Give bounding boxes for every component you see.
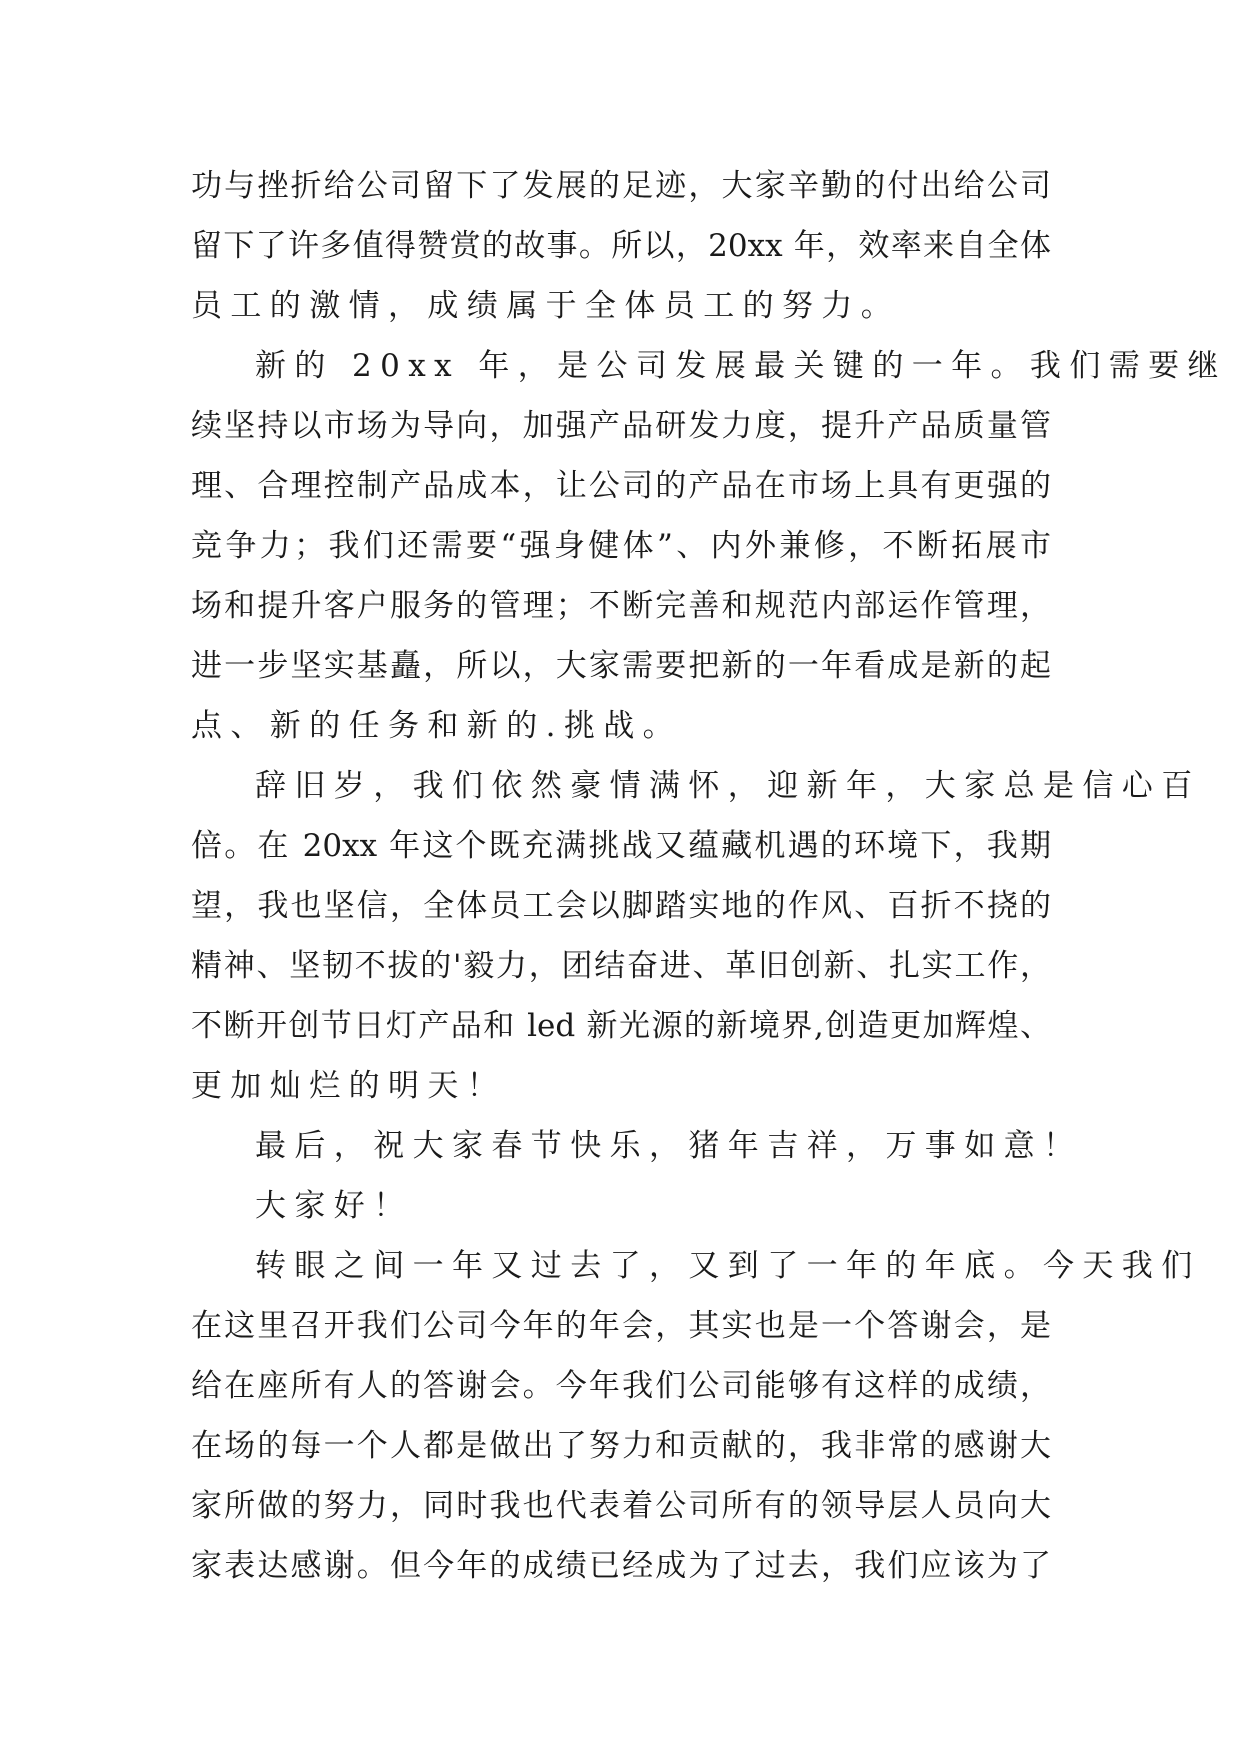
text-line: 不断开创节日灯产品和 led 新光源的新境界,创造更加辉煌、 (191, 1008, 1051, 1044)
document-body (191, 156, 1227, 1596)
text-line: 竞争力；我们还需要“强身健体”、内外兼修，不断拓展市 (191, 528, 1051, 564)
text-line: 更加灿烂的明天！ (191, 1068, 507, 1104)
paragraph-start-line: 辞旧岁，我们依然豪情满怀，迎新年，大家总是信心百 (255, 768, 1201, 804)
paragraph-start-line: 大家好！ (255, 1188, 413, 1224)
text-line: 员工的激情，成绩属于全体员工的努力。 (191, 288, 901, 324)
text-line: 精神、坚韧不拔的'毅力，团结奋进、革旧创新、扎实工作， (191, 948, 1051, 984)
text-line: 家表达感谢。但今年的成绩已经成为了过去，我们应该为了 (191, 1548, 1051, 1584)
text-line: 望，我也坚信，全体员工会以脚踏实地的作风、百折不挠的 (191, 888, 1051, 924)
text-line: 续坚持以市场为导向，加强产品研发力度，提升产品质量管 (191, 408, 1051, 444)
text-line: 给在座所有人的答谢会。今年我们公司能够有这样的成绩， (191, 1368, 1051, 1404)
text-line: 倍。在 20xx 年这个既充满挑战又蕴藏机遇的环境下，我期 (191, 828, 1051, 864)
paragraph-start-line: 转眼之间一年又过去了，又到了一年的年底。今天我们 (255, 1248, 1201, 1284)
text-line: 场和提升客户服务的管理；不断完善和规范内部运作管理， (191, 588, 1051, 624)
text-line: 理、合理控制产品成本，让公司的产品在市场上具有更强的 (191, 468, 1051, 504)
text-line: 家所做的努力，同时我也代表着公司所有的领导层人员向大 (191, 1488, 1051, 1524)
text-line: 在场的每一个人都是做出了努力和贡献的，我非常的感谢大 (191, 1428, 1051, 1464)
text-line: 留下了许多值得赞赏的故事。所以，20xx 年，效率来自全体 (191, 228, 1051, 264)
text-line: 点、新的任务和新的.挑战。 (191, 708, 683, 744)
text-line: 在这里召开我们公司今年的年会，其实也是一个答谢会，是 (191, 1308, 1051, 1344)
text-line: 进一步坚实基矗，所以，大家需要把新的一年看成是新的起 (191, 648, 1051, 684)
paragraph-start-line: 最后，祝大家春节快乐，猪年吉祥，万事如意！ (255, 1128, 1083, 1164)
text-line: 功与挫折给公司留下了发展的足迹，大家辛勤的付出给公司 (191, 168, 1051, 204)
paragraph-start-line: 新的 20xx 年，是公司发展最关键的一年。我们需要继 (255, 348, 1227, 384)
